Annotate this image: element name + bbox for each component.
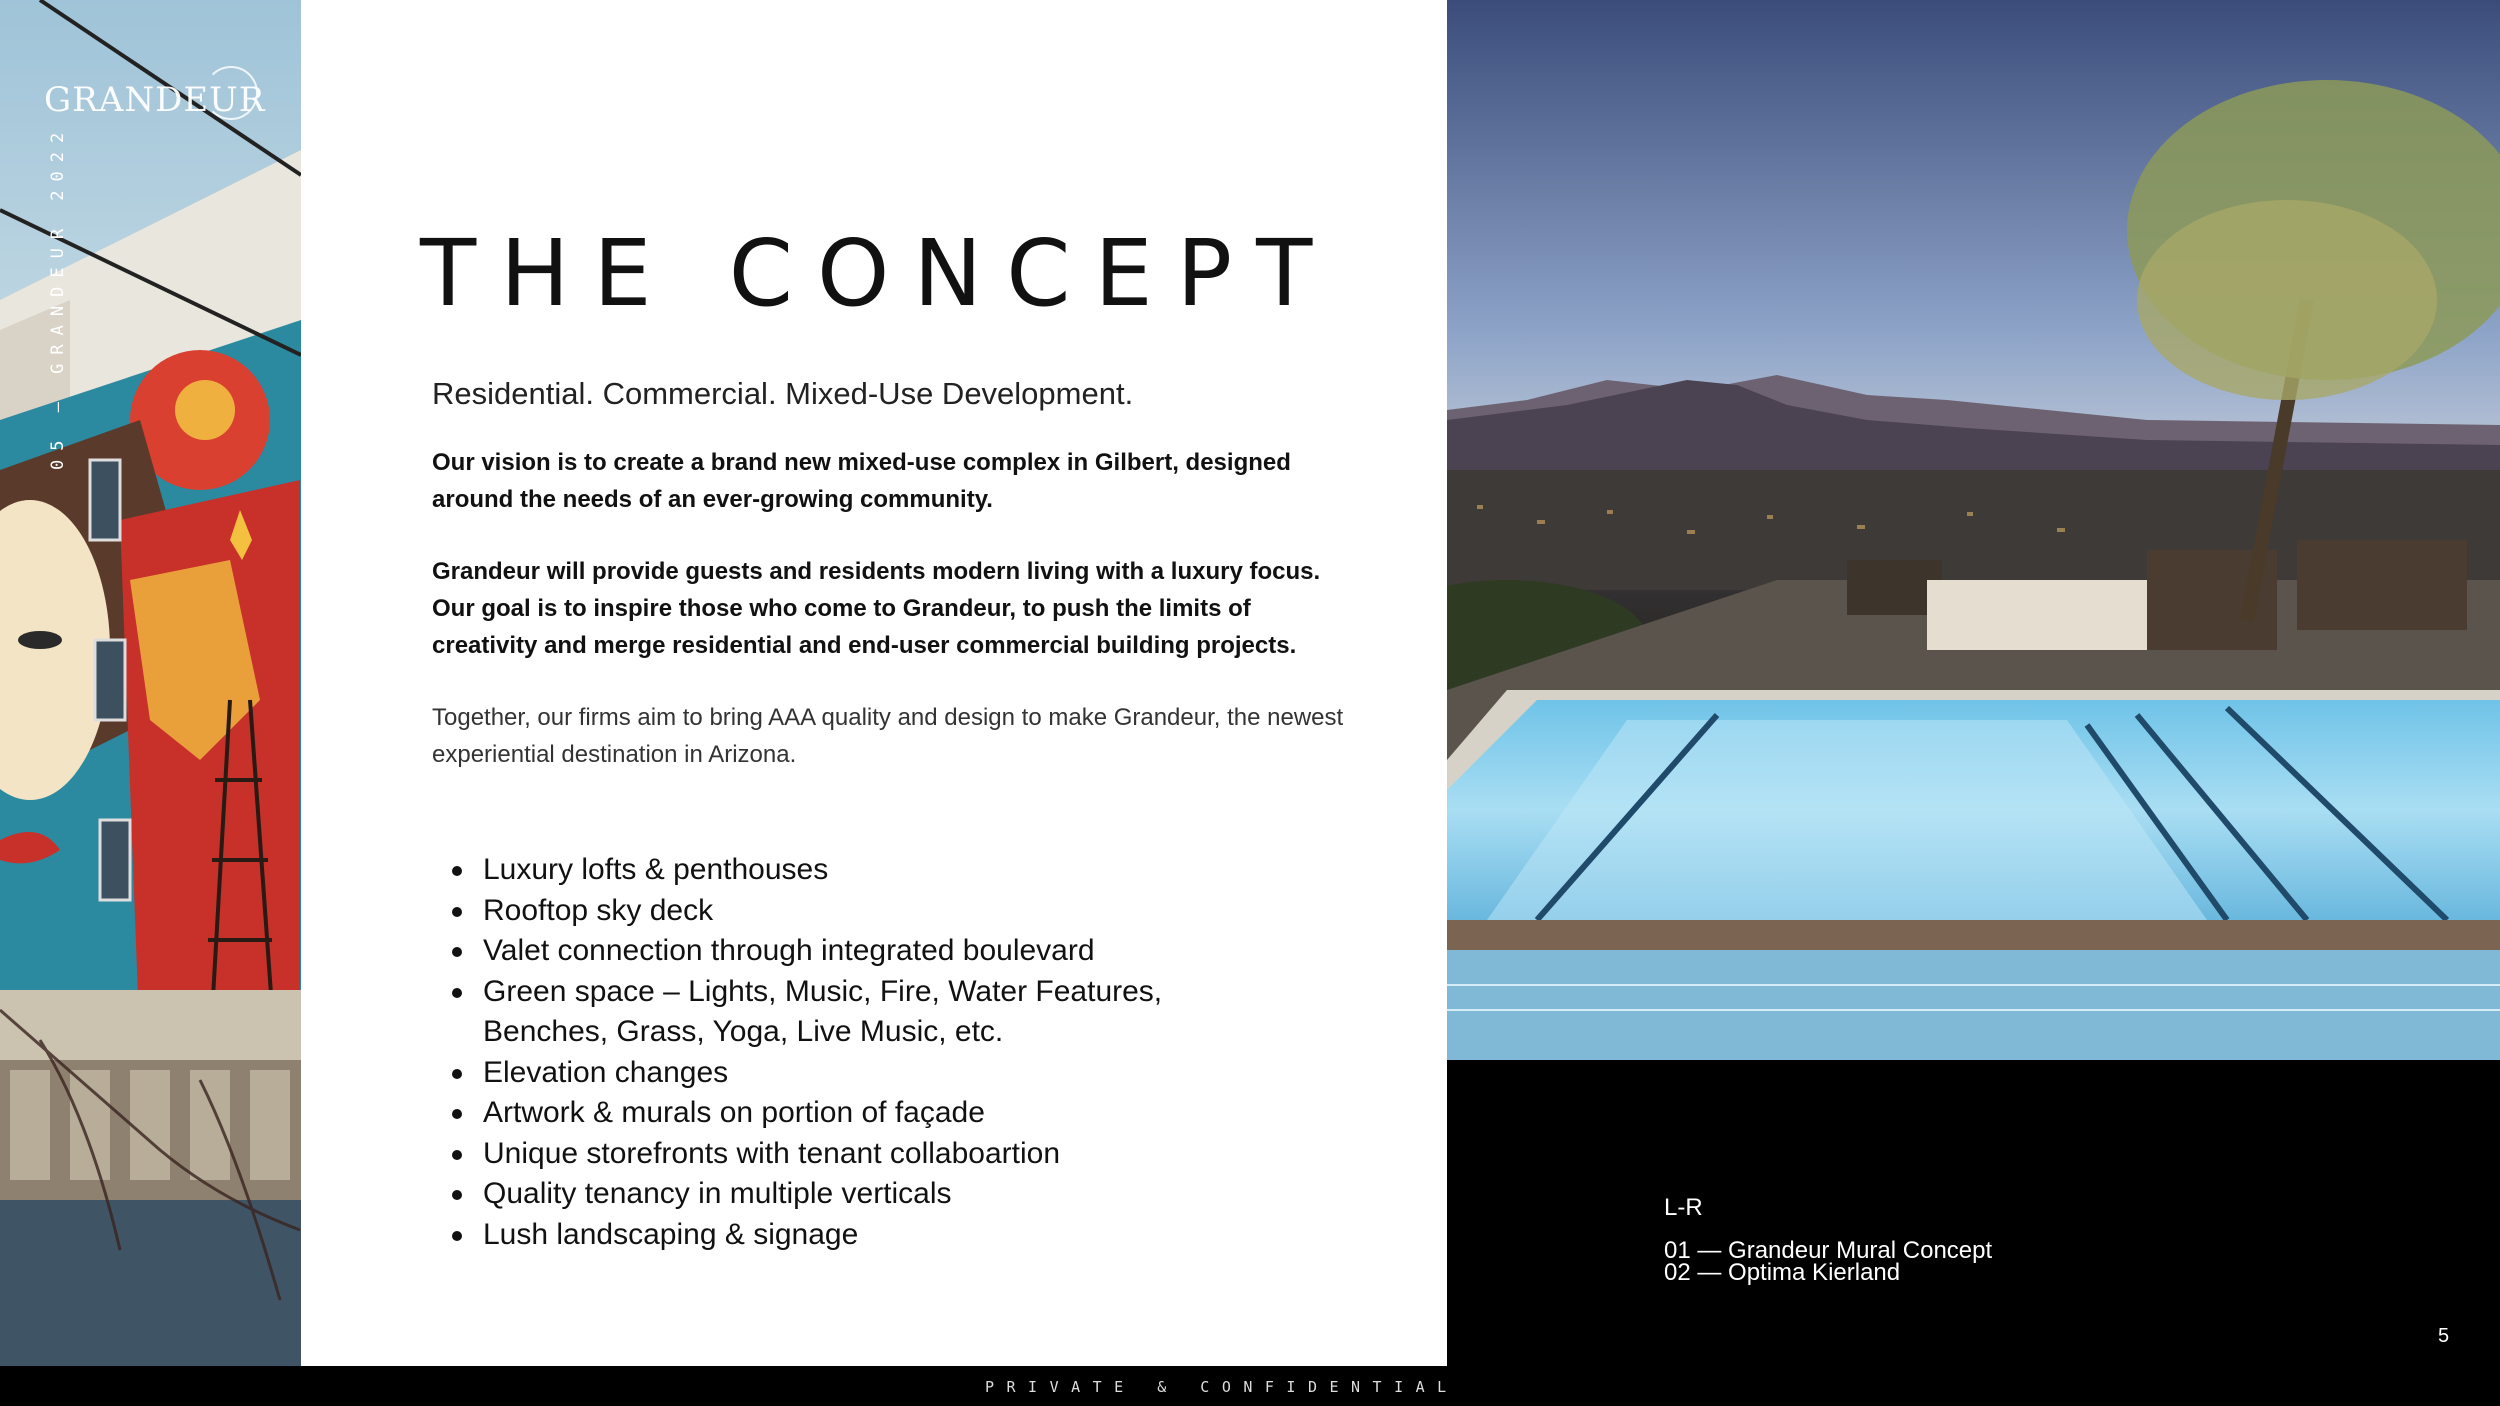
caption-list (1664, 1237, 1993, 1286)
logo-wordmark: GRANDEUR (44, 80, 266, 120)
page-title: THE CONCEPT (420, 220, 1337, 327)
list-item: Rooftop sky deck (452, 891, 1272, 932)
feature-list (452, 850, 1272, 1255)
list-item: Luxury lofts & penthouses (452, 850, 1272, 891)
pool-scene (1447, 0, 2500, 1060)
mural-photo (0, 0, 301, 1366)
caption-item: 01 — Grandeur Mural Concept (1664, 1237, 1993, 1264)
mural-artwork (0, 0, 301, 1366)
vertical-tag: 05 — GRANDEUR 2022 (48, 123, 68, 470)
list-item: Green space – Lights, Music, Fire, Water Features, Benches, Grass, Yoga, Live Music, etc. (452, 972, 1272, 1053)
list-item: Unique storefronts with tenant collaboartion (452, 1134, 1272, 1175)
vision-paragraph: Our vision is to create a brand new mixed-use complex in Gilbert, designed around the needs of an ever-growing community. (432, 449, 1291, 513)
page-number: 5 (2438, 1325, 2450, 1347)
together-paragraph: Together, our firms aim to bring AAA quality and design to make Grandeur, the newest experiential destination in Arizona. (432, 704, 1344, 768)
caption-heading: L-R (1664, 1194, 1703, 1221)
caption-item: 02 — Optima Kierland (1664, 1259, 1901, 1286)
logo-ring-icon (204, 66, 258, 120)
list-item: Lush landscaping & signage (452, 1215, 1272, 1256)
list-item: Quality tenancy in multiple verticals (452, 1174, 1272, 1215)
rooftop-pool-photo (1447, 0, 2500, 1060)
content-panel (301, 0, 1447, 1366)
grandeur-logo (44, 80, 266, 124)
goal-paragraph: Grandeur will provide guests and residents modern living with a luxury focus. Our goal is to inspire those who come to Grandeur, to push the limits of creativity and merge residential and end-user commercial building projects. (432, 558, 1321, 659)
list-item: Valet connection through integrated boulevard (452, 931, 1272, 972)
page-subtitle: Residential. Commercial. Mixed-Use Development. (432, 376, 1134, 411)
confidential-notice: PRIVATE & CONFIDENTIAL (985, 1378, 1459, 1396)
list-item: Artwork & murals on portion of façade (452, 1093, 1272, 1134)
list-item: Elevation changes (452, 1053, 1272, 1094)
